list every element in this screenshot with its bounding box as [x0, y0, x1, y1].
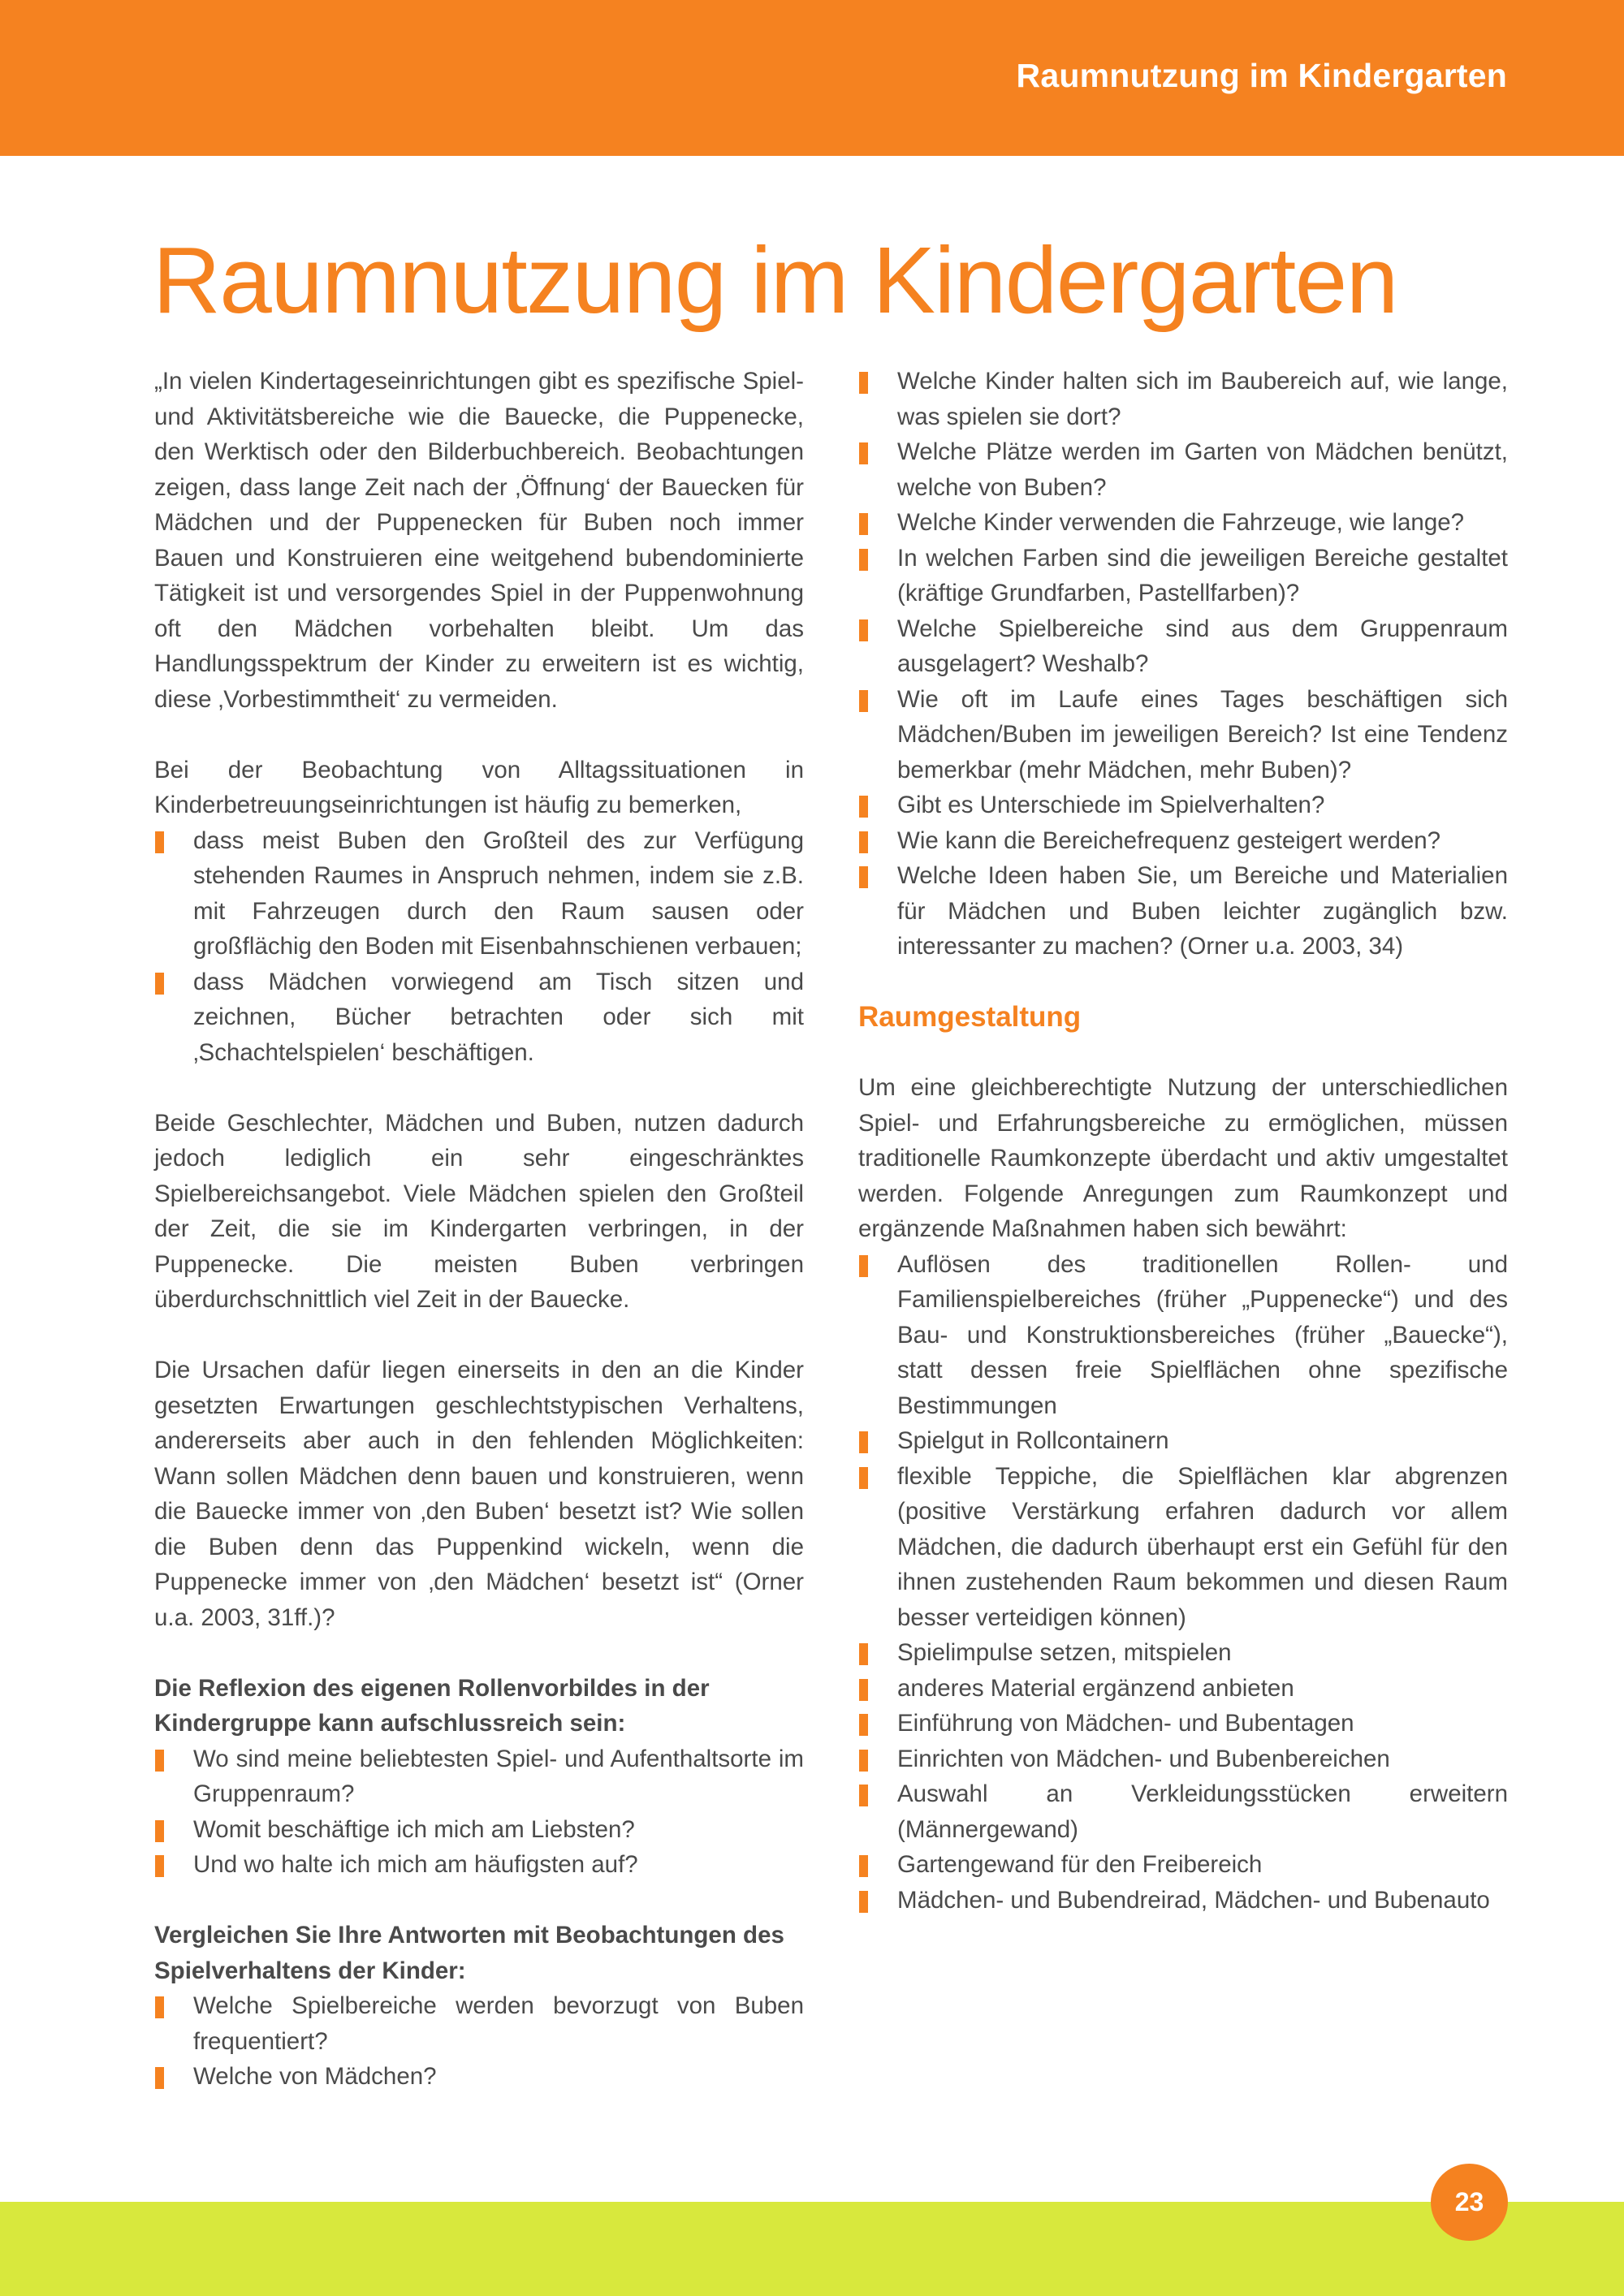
list-item: Welche von Mädchen? [154, 2059, 804, 2095]
list-item: Welche Plätze werden im Garten von Mädchen benützt, welche von Buben? [858, 434, 1508, 505]
list-item: Gartengewand für den Freibereich [858, 1847, 1508, 1883]
list-item: Wie kann die Bereichefrequenz gesteigert werden? [858, 823, 1508, 859]
list-item: Gibt es Unterschiede im Spielverhalten? [858, 788, 1508, 823]
list-item: Auflösen des traditionellen Rollen- und Familienspielbereiches (früher „Puppenecke“) und des Bau- und Konstruktionsbereiches (früher „Bauecke“), statt dessen freie Spielflächen ohne spezifische Bestimmungen [858, 1247, 1508, 1424]
question-list [858, 364, 1508, 965]
list-item: flexible Teppiche, die Spielflächen klar abgrenzen (positive Verstärkung erfahren dadurch vor allem Mädchen, die dadurch überhaupt erst ein Gefühl für den ihnen zustehenden Raum bekommen und diesen Raum besser verteidigen können) [858, 1459, 1508, 1636]
header-bar [0, 0, 1624, 156]
intro-paragraph: „In vielen Kindertageseinrichtungen gibt es spezifische Spiel- und Aktivitätsbereiche wie die Bauecke, die Puppenecke, den Werktisch oder den Bilderbuchbereich. Beobachtungen zeigen, dass lange Zeit nach der ‚Öffnung‘ der Bauecken für Mädchen und der Puppenecken für Buben noch immer Bauen und Konstruieren eine weitgehend bubendominierte Tätigkeit ist und versorgendes Spiel in der Puppenwohnung oft den Mädchen vorbehalten bleibt. Um das Handlungsspektrum der Kinder zu erweitern ist es wichtig, diese ‚Vorbestimmtheit‘ zu vermeiden. [154, 368, 804, 713]
list-item: Spielimpulse setzen, mitspielen [858, 1635, 1508, 1671]
list-item: Welche Spielbereiche sind aus dem Gruppenraum ausgelagert? Weshalb? [858, 611, 1508, 682]
list-item: Spielgut in Rollcontainern [858, 1423, 1508, 1459]
list-item: anderes Material ergänzend anbieten [858, 1671, 1508, 1707]
observation-paragraph: Bei der Beobachtung von Alltagssituationen in Kinderbetreuungseinrichtungen ist häufig zu bemerken, [154, 756, 804, 818]
running-title: Raumnutzung im Kindergarten [1016, 57, 1507, 94]
measures-list [858, 1247, 1508, 1918]
paragraph: Beide Geschlechter, Mädchen und Buben, nutzen dadurch jedoch lediglich ein sehr eingeschränktes Spielbereichsangebot. Viele Mädchen spielen den Großteil der Zeit, die sie im Kindergarten verbringen, in der Puppenecke. Die meisten Buben verbringen überdurchschnittlich viel Zeit in der Bauecke. [154, 1109, 804, 1313]
list-item: Mädchen- und Bubendreirad, Mädchen- und Bubenauto [858, 1883, 1508, 1918]
list-item: dass meist Buben den Großteil des zur Verfügung stehenden Raumes in Anspruch nehmen, indem sie z.B. mit Fahrzeugen durch den Raum sausen oder großflächig den Boden mit Eisenbahnschienen verbauen; [154, 823, 804, 965]
left-column [154, 364, 804, 2095]
comparison-heading: Vergleichen Sie Ihre Antworten mit Beobachtungen des Spielverhaltens der Kinder: [154, 1922, 784, 1984]
list-item: Einrichten von Mädchen- und Bubenbereichen [858, 1741, 1508, 1777]
observation-list [154, 823, 804, 1071]
list-item: Welche Kinder halten sich im Baubereich auf, wie lange, was spielen sie dort? [858, 364, 1508, 434]
paragraph: Die Ursachen dafür liegen einerseits in den an die Kinder gesetzten Erwartungen geschlechtstypischen Verhaltens, andererseits aber auch in den fehlenden Möglichkeiten: Wann sollen Mädchen denn bauen und konstruieren, wenn die Bauecke immer von ‚den Buben‘ besetzt ist? Wie sollen die Buben denn das Puppenkind wickeln, wenn die Puppenecke immer von ‚den Mädchen‘ besetzt ist“ (Orner u.a. 2003, 31ff.)? [154, 1357, 804, 1631]
list-item: Welche Spielbereiche werden bevorzugt von Buben frequentiert? [154, 1988, 804, 2059]
list-item: Auswahl an Verkleidungsstücken erweitern (Männergewand) [858, 1776, 1508, 1847]
list-item: Welche Kinder verwenden die Fahrzeuge, wie lange? [858, 505, 1508, 541]
page-number-badge: 23 [1431, 2164, 1508, 2241]
list-item: In welchen Farben sind die jeweiligen Bereiche gestaltet (kräftige Grundfarben, Pastellfarben)? [858, 541, 1508, 611]
list-item: Und wo halte ich mich am häufigsten auf? [154, 1847, 804, 1883]
footer-bar [0, 2202, 1624, 2296]
reflection-heading: Die Reflexion des eigenen Rollenvorbildes in der Kindergruppe kann aufschlussreich sein: [154, 1674, 710, 1737]
list-item: Wo sind meine beliebtesten Spiel- und Aufenthaltsorte im Gruppenraum? [154, 1741, 804, 1812]
page-title: Raumnutzung im Kindergarten [153, 227, 1397, 333]
list-item: Einführung von Mädchen- und Bubentagen [858, 1706, 1508, 1741]
section-heading-raumgestaltung: Raumgestaltung [858, 1001, 1082, 1033]
list-item: Welche Ideen haben Sie, um Bereiche und Materialien für Mädchen und Buben leichter zugänglich bzw. interessanter zu machen? (Orner u.a. 2003, 34) [858, 858, 1508, 965]
right-column [858, 364, 1508, 1918]
list-item: Womit beschäftige ich mich am Liebsten? [154, 1812, 804, 1848]
raumgestaltung-paragraph: Um eine gleichberechtigte Nutzung der unterschiedlichen Spiel- und Erfahrungsbereiche zu ermöglichen, müssen traditionelle Raumkonzepte überdacht und aktiv umgestaltet werden. Folgende Anregungen zum Raumkonzept und ergänzende Maßnahmen haben sich bewährt: [858, 1074, 1508, 1242]
list-item: dass Mädchen vorwiegend am Tisch sitzen und zeichnen, Bücher betrachten oder sich mit ‚Schachtelspielen‘ beschäftigen. [154, 965, 804, 1071]
list-item: Wie oft im Laufe eines Tages beschäftigen sich Mädchen/Buben im jeweiligen Bereich? Ist eine Tendenz bemerkbar (mehr Mädchen, mehr Buben)? [858, 682, 1508, 788]
comparison-list [154, 1988, 804, 2095]
reflection-list [154, 1741, 804, 1883]
